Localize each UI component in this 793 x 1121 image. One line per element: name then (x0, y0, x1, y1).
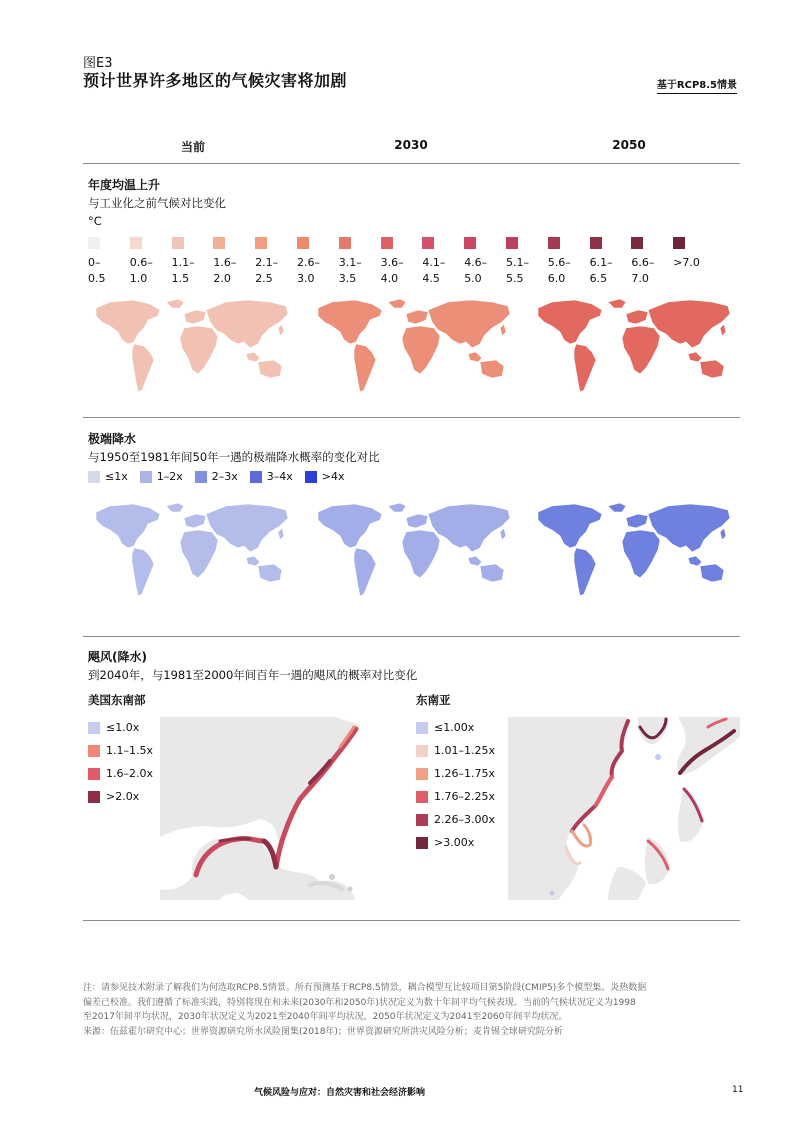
legend-label: 4.0 (380, 272, 399, 285)
legend-swatch (590, 237, 602, 249)
temperature-legend-item (464, 237, 487, 287)
continent-shape (608, 299, 626, 308)
legend-label: 0.6– (129, 256, 153, 269)
legend-swatch (416, 814, 428, 826)
legend-label: 3.1– (338, 256, 362, 269)
temp-map-2050 (530, 296, 740, 401)
hurricane-subtitle: 到2040年，与1981至2000年间百年一遇的飓风的概率对比变化 (88, 668, 418, 682)
legend-label: 5.5 (506, 272, 524, 285)
asia-legend-item (416, 739, 495, 762)
column-2050: 2050 (612, 138, 646, 152)
continent-shape (206, 504, 288, 552)
temp-map-2030 (310, 296, 520, 401)
continent-shape (406, 514, 428, 528)
legend-label: ≤1x (105, 470, 128, 483)
legend-swatch (250, 471, 262, 483)
asia-legend-item (416, 785, 495, 808)
temperature-legend-item (255, 237, 278, 287)
temperature-legend-item (213, 237, 236, 287)
legend-swatch (339, 237, 351, 249)
divider (83, 417, 740, 418)
legend-swatch (88, 768, 100, 780)
continent-shape (166, 503, 184, 512)
legend-label: 1.6– (213, 256, 237, 269)
continent-shape (622, 530, 660, 578)
continent-shape (574, 344, 596, 392)
continent-shape (246, 352, 260, 362)
legend-label: 1.0 (129, 272, 148, 285)
legend-label: 6.6– (631, 256, 655, 269)
legend-label: 2.6– (297, 256, 320, 269)
legend-label: 2.0 (213, 272, 231, 285)
legend-label: ≤1.0x (106, 721, 140, 734)
column-current: 当前 (180, 140, 205, 154)
legend-label: 4.5 (422, 272, 440, 285)
continent-shape (688, 556, 702, 566)
continent-shape (500, 528, 506, 540)
legend-label: 1–2x (156, 470, 183, 483)
southeast-asia-legend (416, 716, 495, 854)
continent-shape (278, 324, 284, 336)
precipitation-legend-item (140, 470, 183, 483)
continent-shape (468, 352, 482, 362)
continent-shape (354, 548, 376, 596)
temperature-legend-item (172, 237, 195, 287)
continent-shape (468, 556, 482, 566)
legend-label: 5.1– (506, 256, 529, 269)
continent-shape (258, 564, 282, 582)
legend-label: >2.0x (106, 790, 140, 803)
legend-swatch (88, 722, 100, 734)
legend-swatch (297, 237, 309, 249)
legend-swatch (416, 745, 428, 757)
continent-shape (622, 326, 660, 374)
temperature-legend-item (297, 237, 320, 287)
continent-shape (500, 324, 506, 336)
temperature-legend-item (673, 237, 700, 271)
continent-shape (480, 360, 504, 378)
legend-label: 1.6–2.0x (106, 767, 153, 780)
legend-swatch (88, 237, 100, 249)
legend-swatch (195, 471, 207, 483)
legend-label: 1.26–1.75x (434, 767, 495, 780)
legend-swatch (673, 237, 685, 249)
continent-shape (180, 326, 218, 374)
figure-title: 预计世界许多地区的气候灾害将加剧 (83, 71, 348, 90)
legend-swatch (213, 237, 225, 249)
legend-swatch (255, 237, 267, 249)
continent-shape (402, 530, 440, 578)
continent-shape (96, 504, 160, 548)
legend-label: 6.1– (589, 256, 613, 269)
continent-shape (688, 352, 702, 362)
us-southeast-map (160, 717, 390, 900)
source-line: 来源：伍兹霍尔研究中心；世界资源研究所水风险图集(2018年)；世界资源研究所洪灾风险分析；麦肯锡全球研究院分析 (83, 1026, 563, 1037)
temperature-legend-item (506, 237, 529, 287)
column-2030: 2030 (394, 138, 428, 152)
legend-label: 1.1–1.5x (106, 744, 153, 757)
asia-legend-item (416, 762, 495, 785)
continent-shape (96, 300, 160, 344)
continent-shape (206, 300, 288, 348)
temperature-legend-item (130, 237, 153, 287)
hurricane-title: 飓风(降水) (88, 650, 147, 664)
legend-swatch (506, 237, 518, 249)
legend-label: 3.5 (338, 272, 357, 285)
divider (83, 163, 740, 164)
legend-label: 2.5 (255, 272, 273, 285)
legend-label: 3.6– (380, 256, 404, 269)
precipitation-legend (88, 470, 345, 483)
continent-shape (184, 310, 206, 324)
legend-swatch (631, 237, 643, 249)
footnote-line: 注：请参见技术附录了解我们为何选取RCP8.5情景。所有预测基于RCP8.5情景，耦合模型互比较项目第5阶段(CMIP5)多个模型集。炎热数据 (83, 983, 647, 993)
continent-shape (318, 504, 382, 548)
temperature-legend-item (339, 237, 362, 287)
continent-shape (406, 310, 428, 324)
legend-label: ≤1.00x (434, 721, 475, 734)
divider (83, 636, 740, 637)
legend-swatch (416, 722, 428, 734)
legend-swatch (416, 768, 428, 780)
legend-label: 2.26–3.00x (434, 813, 495, 826)
continent-shape (388, 299, 406, 308)
legend-label: >4x (321, 470, 345, 483)
continent-shape (246, 556, 260, 566)
legend-swatch (422, 237, 434, 249)
us-legend-item (88, 762, 153, 785)
continent-shape (428, 504, 510, 552)
footnote-line: 至2017年间平均状况，2030年状况定义为2021至2040年间平均状况，2050年状况定义为2041至2060年间平均状况。 (83, 1012, 568, 1022)
temperature-legend-item (381, 237, 404, 287)
legend-label: >7.0 (673, 256, 700, 269)
temperature-legend-item (590, 237, 613, 287)
scenario-label: 基于RCP8.5情景 (657, 76, 737, 94)
continent-shape (538, 504, 602, 548)
legend-label: 6.5 (589, 272, 608, 285)
legend-swatch (416, 837, 428, 849)
figure-label: 图E3 (83, 56, 113, 71)
legend-swatch (305, 471, 317, 483)
page-number: 11 (732, 1085, 744, 1095)
precipitation-legend-item (195, 470, 238, 483)
legend-label: 1.76–2.25x (434, 790, 495, 803)
continent-shape (258, 360, 282, 378)
legend-label: 4.6– (464, 256, 488, 269)
legend-label: 1.1– (171, 256, 195, 269)
continent-shape (538, 300, 602, 344)
temperature-unit: °C (88, 214, 102, 228)
continent-shape (700, 564, 724, 582)
temperature-legend-item (631, 237, 654, 287)
rain-map-2030 (310, 500, 520, 605)
precipitation-legend-item (88, 470, 128, 483)
continent-shape (278, 528, 284, 540)
continent-shape (318, 300, 382, 344)
continent-shape (608, 503, 626, 512)
legend-swatch (140, 471, 152, 483)
continent-shape (184, 514, 206, 528)
legend-label: 4.1– (422, 256, 446, 269)
us-southeast-title: 美国东南部 (88, 693, 146, 707)
asia-legend-item (416, 831, 495, 854)
temperature-title: 年度均温上升 (88, 178, 161, 192)
continent-shape (648, 504, 730, 552)
continent-shape (132, 548, 154, 596)
continent-shape (480, 564, 504, 582)
legend-label: 1.5 (171, 272, 190, 285)
precipitation-subtitle: 与1950至1981年间50年一遇的极端降水概率的变化对比 (88, 450, 380, 464)
legend-label: 0.5 (88, 272, 106, 285)
legend-label: 0– (88, 256, 101, 269)
us-legend-item (88, 716, 153, 739)
continent-shape (428, 300, 510, 348)
continent-shape (700, 360, 724, 378)
footer-title: 气候风险与应对：自然灾害和社会经济影响 (254, 1088, 426, 1098)
continent-shape (626, 310, 648, 324)
continent-shape (720, 324, 726, 336)
temperature-legend-item (88, 237, 106, 287)
southeast-asia-map (508, 717, 740, 900)
legend-swatch (381, 237, 393, 249)
us-legend-item (88, 739, 153, 762)
legend-label: 1.01–1.25x (434, 744, 495, 757)
legend-swatch (548, 237, 560, 249)
divider (83, 920, 740, 921)
continent-shape (388, 503, 406, 512)
legend-label: 5.6– (547, 256, 571, 269)
asia-legend-item (416, 716, 495, 739)
us-southeast-legend (88, 716, 153, 808)
temperature-subtitle: 与工业化之前气候对比变化 (88, 196, 226, 210)
legend-label: 2.1– (255, 256, 279, 269)
legend-swatch (464, 237, 476, 249)
asia-legend-item (416, 808, 495, 831)
legend-label: 3.0 (297, 272, 315, 285)
continent-shape (180, 530, 218, 578)
us-legend-item (88, 785, 153, 808)
temperature-legend-item (548, 237, 571, 287)
southeast-asia-title: 东南亚 (416, 693, 451, 707)
precipitation-legend-item (305, 470, 345, 483)
continent-shape (720, 528, 726, 540)
legend-label: 2–3x (211, 470, 238, 483)
temperature-legend-item (422, 237, 445, 287)
rain-map-2050 (530, 500, 740, 605)
legend-swatch (88, 791, 100, 803)
temp-map-current (88, 296, 298, 401)
legend-swatch (172, 237, 184, 249)
continent-shape (132, 344, 154, 392)
legend-swatch (130, 237, 142, 249)
legend-label: >3.00x (434, 836, 475, 849)
continent-shape (166, 299, 184, 308)
continent-shape (626, 514, 648, 528)
continent-shape (574, 548, 596, 596)
continent-shape (354, 344, 376, 392)
precipitation-title: 极端降水 (88, 432, 137, 446)
legend-label: 6.0 (547, 272, 566, 285)
continent-shape (648, 300, 730, 348)
footnote-line: 偏差已校准。我们遵循了标准实践，特别将现在和未来(2030年和2050年)状况定义为数十年间平均气候表现。当前的气候状况定义为1998 (83, 997, 636, 1008)
legend-label: 3–4x (266, 470, 293, 483)
legend-swatch (88, 471, 100, 483)
legend-label: 5.0 (464, 272, 482, 285)
footnote (83, 981, 743, 1039)
rain-map-current (88, 500, 298, 605)
legend-label: 7.0 (631, 272, 649, 285)
precipitation-legend-item (250, 470, 293, 483)
legend-swatch (88, 745, 100, 757)
legend-swatch (416, 791, 428, 803)
continent-shape (402, 326, 440, 374)
